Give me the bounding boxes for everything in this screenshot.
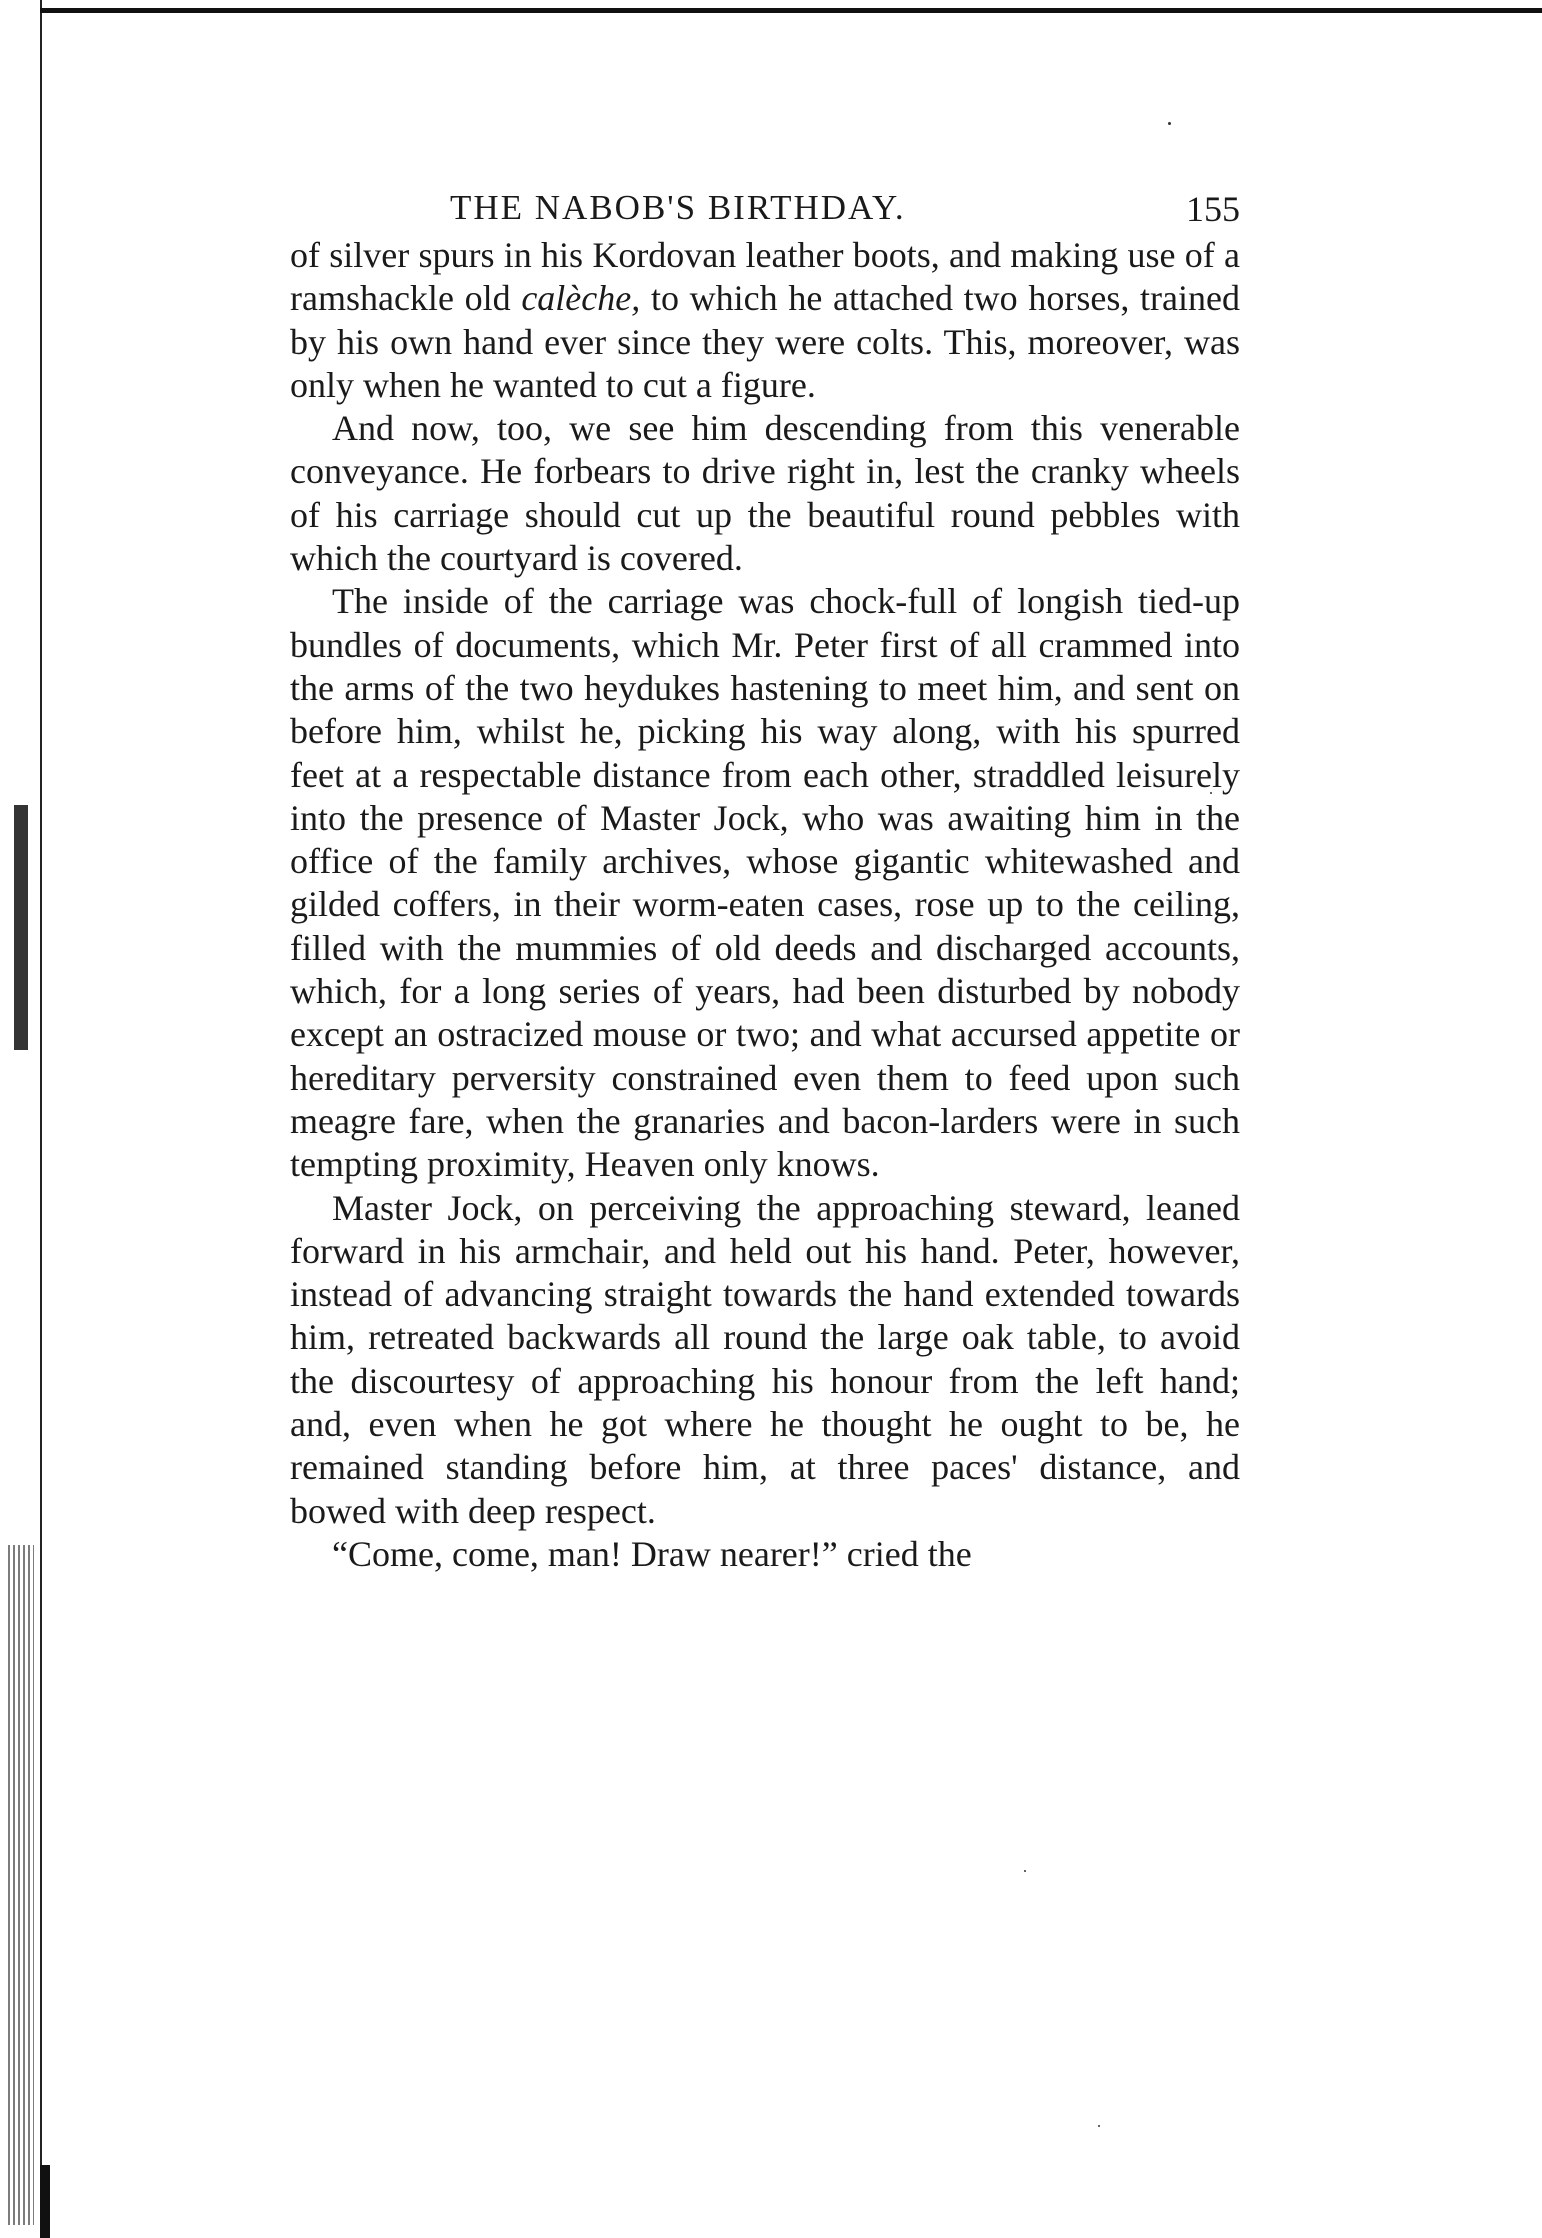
paragraph-3: The inside of the carriage was chock-full of longish tied-up bundles of documents, which Mr. Peter first of all crammed into the arms of the two heydukes hastening to meet him, and sent on before him, whilst he, picking his way along, with his spurred feet at a respectable distance from each other, straddled leisurely into the presence of Master Jock, who was awaiting him in the office of the family archives, whose gigantic whitewashed and gilded coffers, in their worm-eaten cases, rose up to the ceiling, filled with the mummies of old deeds and discharged accounts, which, for a long series of years, had been disturbed by nobody except an ostracized mouse or two; and what accursed appetite or hereditary perversity constrained even them to feed upon such meagre fare, when the granaries and bacon-larders were in such tempting proximity, Heaven only knows.: [290, 581, 1240, 1185]
paragraph-text: of silver spurs in his Kordovan leather boots, and making use of a ramshackle old: [290, 235, 1240, 319]
ink-speck: [1168, 122, 1171, 125]
ink-speck: [1024, 1870, 1026, 1872]
binding-shadow: [40, 2165, 50, 2238]
page-number: 155: [1186, 189, 1240, 229]
paragraph-5: “Come, come, man! Draw nearer!” cried the: [332, 1533, 972, 1574]
running-title: THE NABOB'S BIRTHDAY.: [450, 188, 906, 227]
binding-shadow: [14, 805, 28, 1050]
paragraph-2: And now, too, we see him descending from this venerable conveyance. He forbears to drive right in, lest the cranky wheels of his carriage should cut up the beautiful round pebbles with which the courtyard is covered.: [290, 408, 1240, 579]
binding-shadow: [8, 1545, 34, 2225]
paragraph-text: to which he attached two horses, trained by his own hand ever since they were colts. This, moreover, was only when he wanted to cut a figure.: [290, 278, 1240, 405]
scan-top-edge: [40, 8, 1542, 13]
ink-speck: [1098, 2125, 1100, 2127]
scan-edge-line: [40, 0, 42, 2238]
running-header: [290, 170, 1240, 228]
paragraph-4: Master Jock, on perceiving the approaching steward, leaned forward in his armchair, and held out his hand. Peter, however, instead of advancing straight towards the hand extended towards him, retreated backwards all round the large oak table, to avoid the discourtesy of approaching his honour from the left hand; and, even when he got where he thought he ought to be, he remained standing before him, at three paces' distance, and bowed with deep respect.: [290, 1187, 1240, 1531]
italic-term: calèche,: [521, 278, 641, 319]
body-text: [290, 234, 1240, 1576]
book-page: [290, 170, 1240, 1576]
paragraph-1: [290, 234, 1240, 407]
